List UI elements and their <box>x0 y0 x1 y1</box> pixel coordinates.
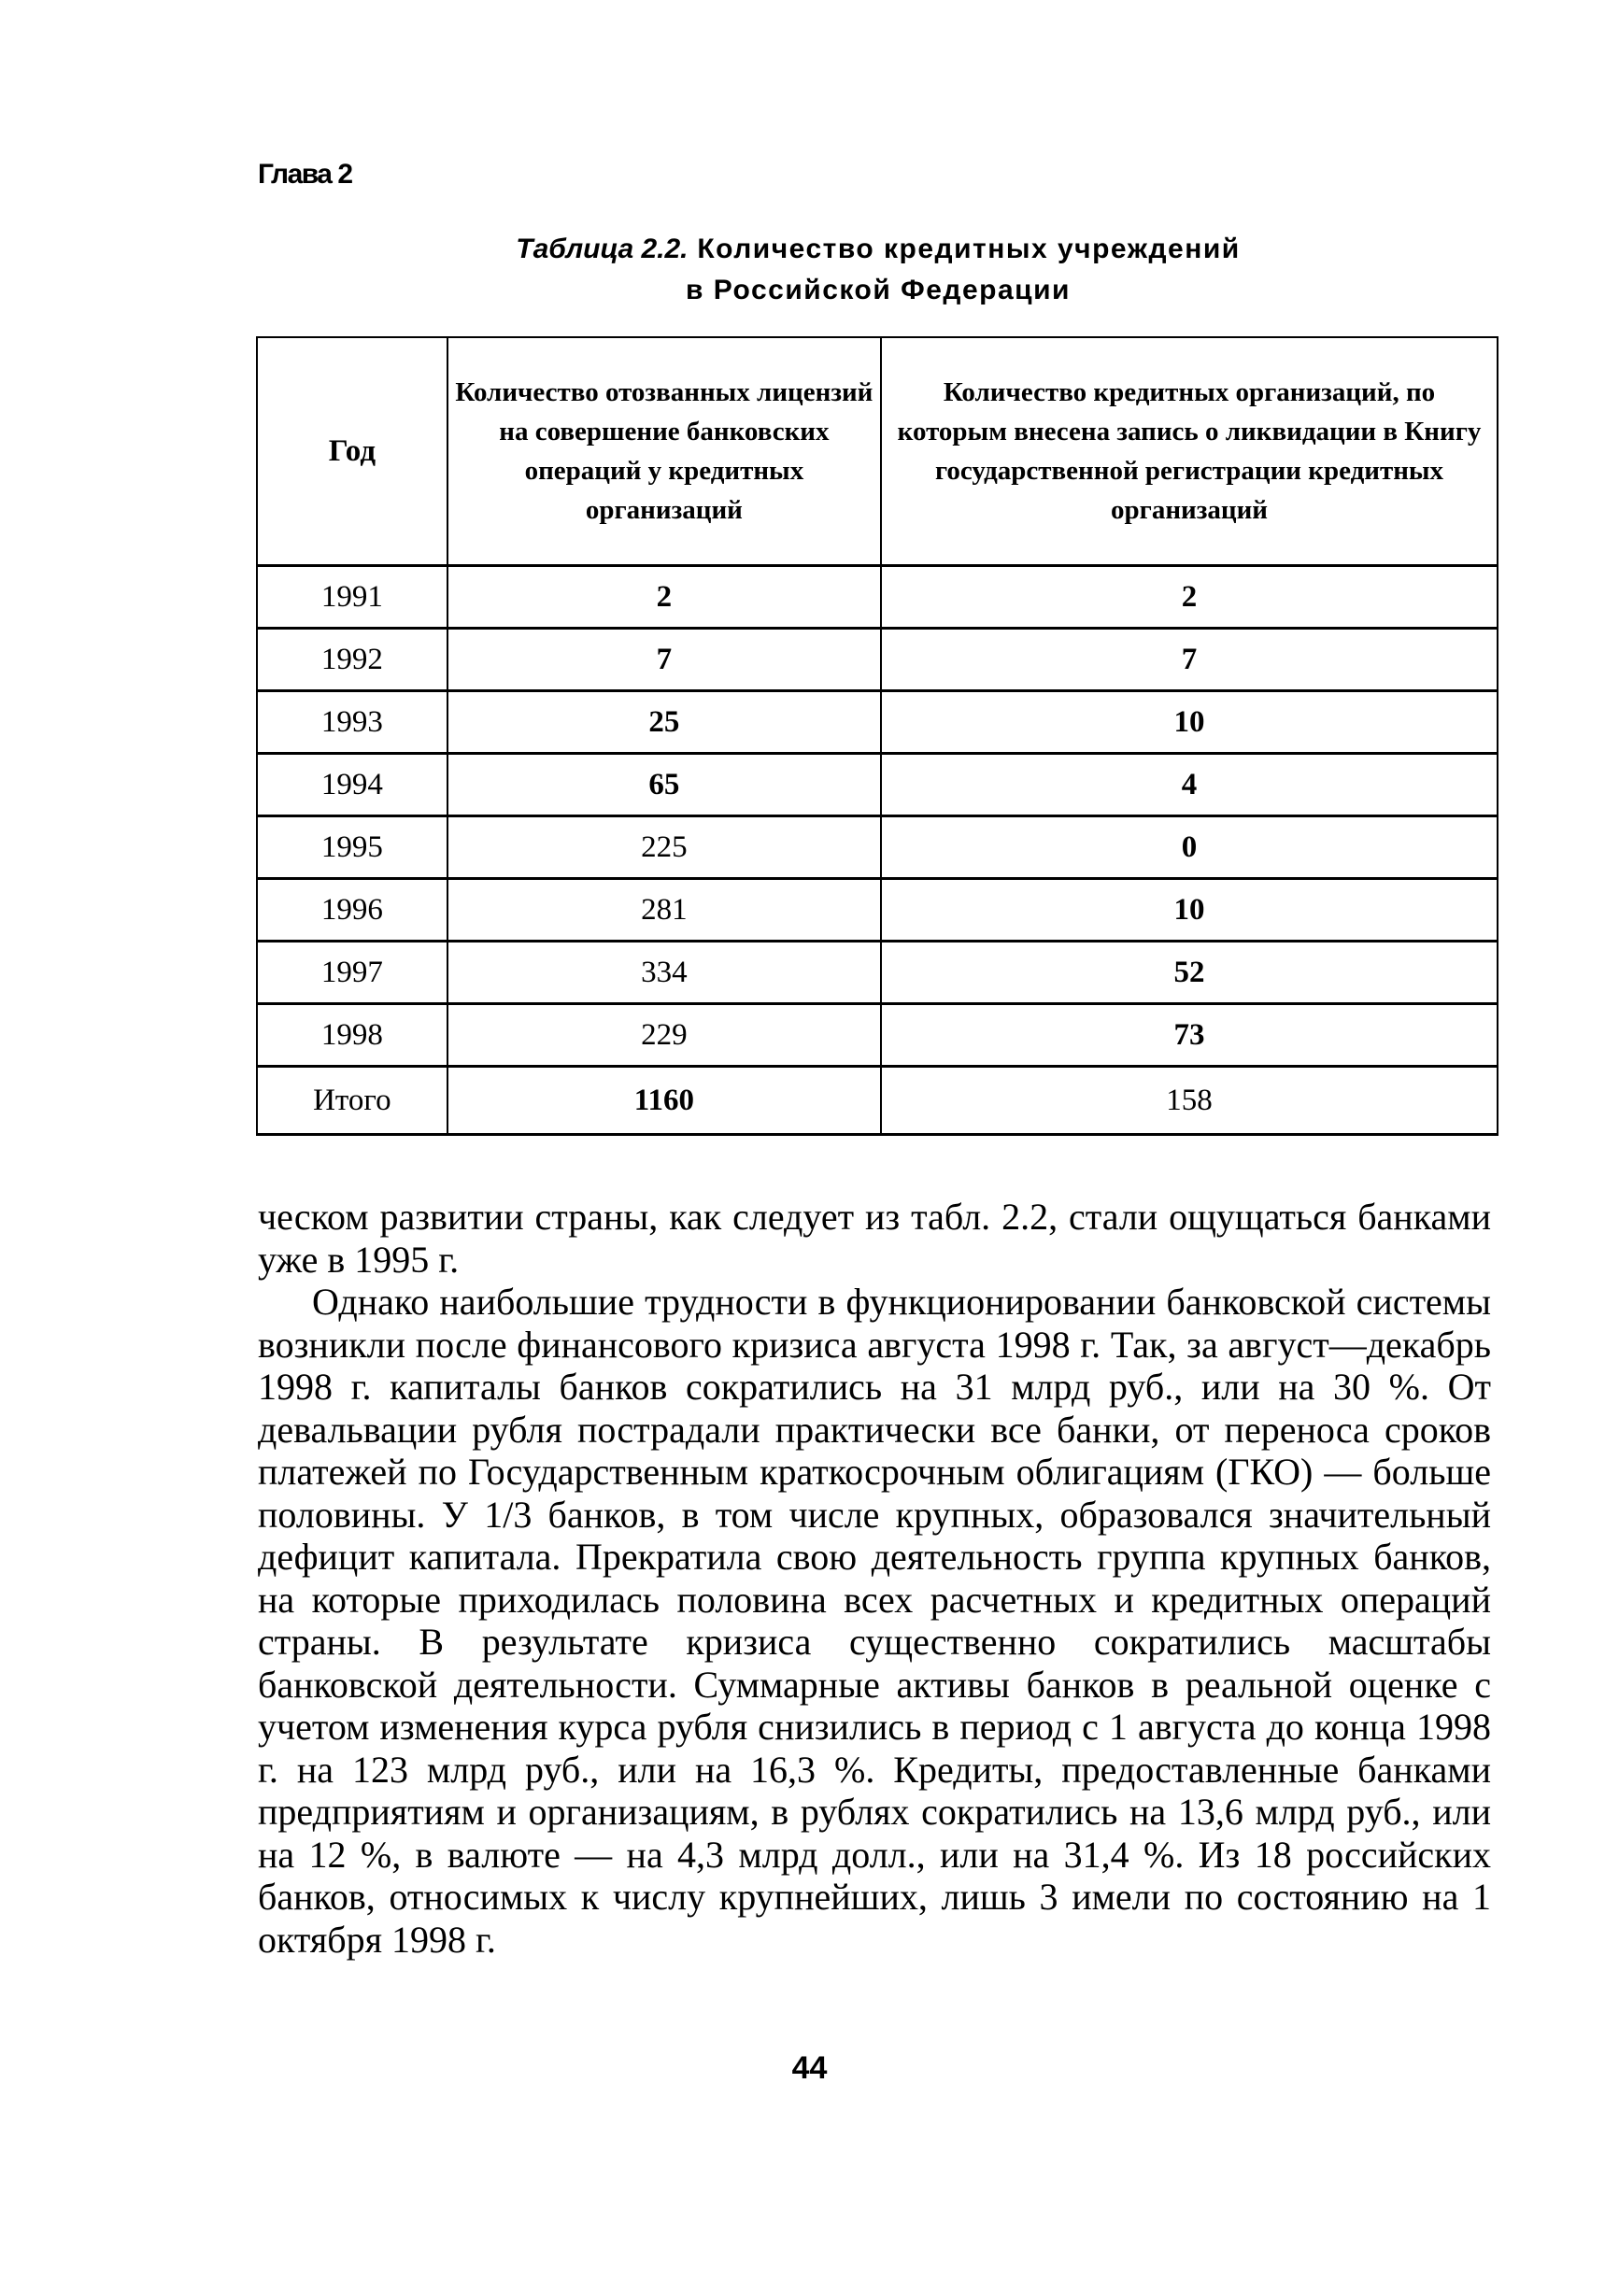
table-caption-title: Количество кредитных учреждений <box>697 234 1241 264</box>
header-liquidated-organizations: Количество кредитных организаций, по которым внесена запись о ликвидации в Книгу государственной регистрации кредитных организаций <box>881 337 1498 566</box>
cell-liquidated: 10 <box>881 691 1498 754</box>
cell-year: 1998 <box>257 1004 447 1067</box>
cell-revoked: 2 <box>447 566 881 629</box>
cell-liquidated: 10 <box>881 879 1498 942</box>
cell-liquidated: 0 <box>881 816 1498 879</box>
chapter-heading: Глава 2 <box>258 159 352 190</box>
cell-year: 1996 <box>257 879 447 942</box>
table-row <box>257 1004 1498 1067</box>
cell-total-label: Итого <box>257 1067 447 1135</box>
table-caption <box>252 229 1504 311</box>
paragraph-crisis: Однако наибольшие трудности в функционировании банковской системы возникли после финансового кризиса августа 1998 г. Так, за август—декабрь 1998 г. капиталы банков сократились на 31 млрд руб., или на 30 %. От девальвации рубля пострадали практически все банки, от переноса сроков платежей по Государственным краткосрочным облигациям (ГКО) — больше половины. У 1/3 банков, в том числе крупных, образовался значительный дефицит капитала. Прекратила свою деятельность группа крупных банков, на которые приходилась половина всех расчетных и кредитных операций страны. В результате кризиса существенно сократились масштабы банковской деятельности. Суммарные активы банков в реальной оценке с учетом изменения курса рубля снизились в период с 1 августа до конца 1998 г. на 123 млрд руб., или на 16,3 %. Кредиты, предоставленные банками предприятиям и организациям, в рублях сократились на 13,6 млрд руб., или на 12 %, в валюте — на 4,3 млрд долл., или на 31,4 %. Из 18 российских банков, относимых к числу крупнейших, лишь 3 имели по состоянию на 1 октября 1998 г. <box>258 1281 1491 1961</box>
table-caption-line-1 <box>252 229 1504 270</box>
table-row <box>257 691 1498 754</box>
cell-year: 1991 <box>257 566 447 629</box>
cell-total-liquidated: 158 <box>881 1067 1498 1135</box>
header-revoked-licenses: Количество отозванных лицензий на совершение банковских операций у кредитных организаций <box>447 337 881 566</box>
cell-year: 1993 <box>257 691 447 754</box>
cell-liquidated: 7 <box>881 629 1498 691</box>
cell-revoked: 334 <box>447 942 881 1004</box>
cell-liquidated: 4 <box>881 754 1498 816</box>
table-caption-label: Таблица 2.2. <box>516 234 689 264</box>
table-row <box>257 816 1498 879</box>
cell-year: 1994 <box>257 754 447 816</box>
cell-liquidated: 73 <box>881 1004 1498 1067</box>
paragraph-continuation: ческом развитии страны, как следует из табл. 2.2, стали ощущаться банками уже в 1995 г. <box>258 1196 1491 1281</box>
credit-institutions-table <box>256 336 1498 1136</box>
cell-revoked: 225 <box>447 816 881 879</box>
table-caption-line-2: в Российской Федерации <box>686 275 1071 305</box>
cell-year: 1995 <box>257 816 447 879</box>
table-row <box>257 942 1498 1004</box>
page-number: 44 <box>791 2050 828 2086</box>
cell-year: 1992 <box>257 629 447 691</box>
body-text <box>258 1196 1491 1961</box>
cell-total-revoked: 1160 <box>447 1067 881 1135</box>
header-year: Год <box>257 337 447 566</box>
table-total-row <box>257 1067 1498 1135</box>
cell-revoked: 281 <box>447 879 881 942</box>
cell-liquidated: 52 <box>881 942 1498 1004</box>
cell-revoked: 229 <box>447 1004 881 1067</box>
table-row <box>257 566 1498 629</box>
cell-revoked: 65 <box>447 754 881 816</box>
cell-liquidated: 2 <box>881 566 1498 629</box>
cell-revoked: 7 <box>447 629 881 691</box>
cell-year: 1997 <box>257 942 447 1004</box>
table-row <box>257 754 1498 816</box>
table-row <box>257 879 1498 942</box>
table-row <box>257 629 1498 691</box>
cell-revoked: 25 <box>447 691 881 754</box>
table-header-row <box>257 337 1498 566</box>
